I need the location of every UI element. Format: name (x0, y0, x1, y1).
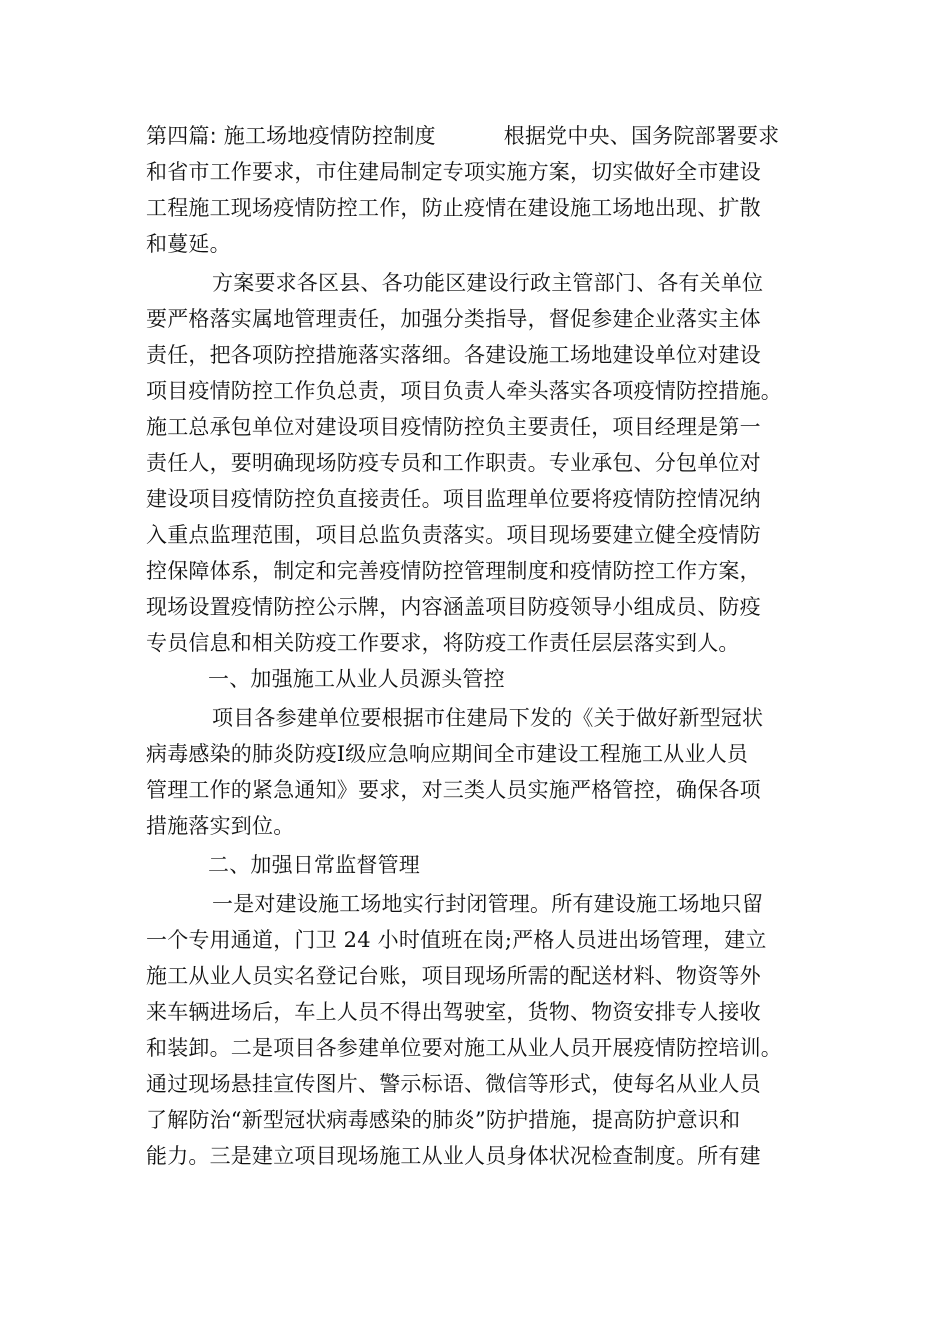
paragraph-line: 来车辆进场后，车上人员不得出驾驶室，货物、物资安排专人接收 (146, 1000, 761, 1024)
paragraph-line: 一是对建设施工场地实行封闭管理。所有建设施工场地只留 (212, 892, 764, 916)
document-title: 第四篇: 施工场地疫情防控制度 (146, 124, 436, 148)
paragraph-line: 通过现场悬挂宣传图片、警示标语、微信等形式，使每名从业人员 (146, 1072, 761, 1096)
paragraph-line: 能力。三是建立项目现场施工从业人员身体状况检查制度。所有建 (146, 1144, 761, 1168)
paragraph-line: 管理工作的紧急通知》要求，对三类人员实施严格管控，确保各项 (146, 778, 761, 802)
paragraph-line: 控保障体系，制定和完善疫情防控管理制度和疫情防控工作方案， (146, 559, 761, 583)
paragraph-line: 要严格落实属地管理责任，加强分类指导，督促参建企业落实主体 (146, 307, 761, 331)
paragraph-line: 责任，把各项防控措施落实落细。各建设施工场地建设单位对建设 (146, 343, 761, 367)
title-line (146, 118, 826, 154)
paragraph-line: 专员信息和相关防疫工作要求，将防疫工作责任层层落实到人。 (146, 631, 740, 655)
paragraph-line: 施工从业人员实名登记台账，项目现场所需的配送材料、物资等外 (146, 964, 761, 988)
paragraph-line: 病毒感染的肺炎防疫Ⅰ级应急响应期间全市建设工程施工从业人员 (146, 742, 749, 766)
paragraph-line: 项目疫情防控工作负总责，项目负责人牵头落实各项疫情防控措施。 (146, 379, 782, 403)
paragraph-line: 建设项目疫情防控负直接责任。项目监理单位要将疫情防控情况纳 (146, 487, 761, 511)
paragraph-line: 了解防治“新型冠状病毒感染的肺炎”防护措施，提高防护意识和 (146, 1108, 741, 1132)
paragraph-line: 一个专用通道，门卫 24 小时值班在岗;严格人员进出场管理，建立 (146, 928, 767, 952)
paragraph-line: 项目各参建单位要根据市住建局下发的《关于做好新型冠状 (212, 706, 764, 730)
paragraph-line: 根据党中央、国务院部署要求 (503, 124, 780, 148)
paragraph-line: 措施落实到位。 (146, 814, 295, 838)
paragraph-line: 责任人，要明确现场防疫专员和工作职责。专业承包、分包单位对 (146, 451, 761, 475)
paragraph-line: 工程施工现场疫情防控工作，防止疫情在建设施工场地出现、扩散 (146, 196, 761, 220)
section-heading: 一、加强施工从业人员源头管控 (208, 667, 505, 691)
paragraph-line: 施工总承包单位对建设项目疫情防控负主要责任，项目经理是第一 (146, 415, 761, 439)
paragraph-line: 方案要求各区县、各功能区建设行政主管部门、各有关单位 (212, 271, 764, 295)
paragraph-line: 入重点监理范围，项目总监负责落实。项目现场要建立健全疫情防 (146, 523, 761, 547)
paragraph-line: 现场设置疫情防控公示牌，内容涵盖项目防疫领导小组成员、防疫 (146, 595, 761, 619)
paragraph-line: 和装卸。二是项目各参建单位要对施工从业人员开展疫情防控培训。 (146, 1036, 782, 1060)
paragraph-line: 和省市工作要求，市住建局制定专项实施方案，切实做好全市建设 (146, 160, 761, 184)
document-body (146, 118, 826, 1174)
section-heading: 二、加强日常监督管理 (208, 853, 420, 877)
paragraph-line: 和蔓延。 (146, 232, 231, 256)
